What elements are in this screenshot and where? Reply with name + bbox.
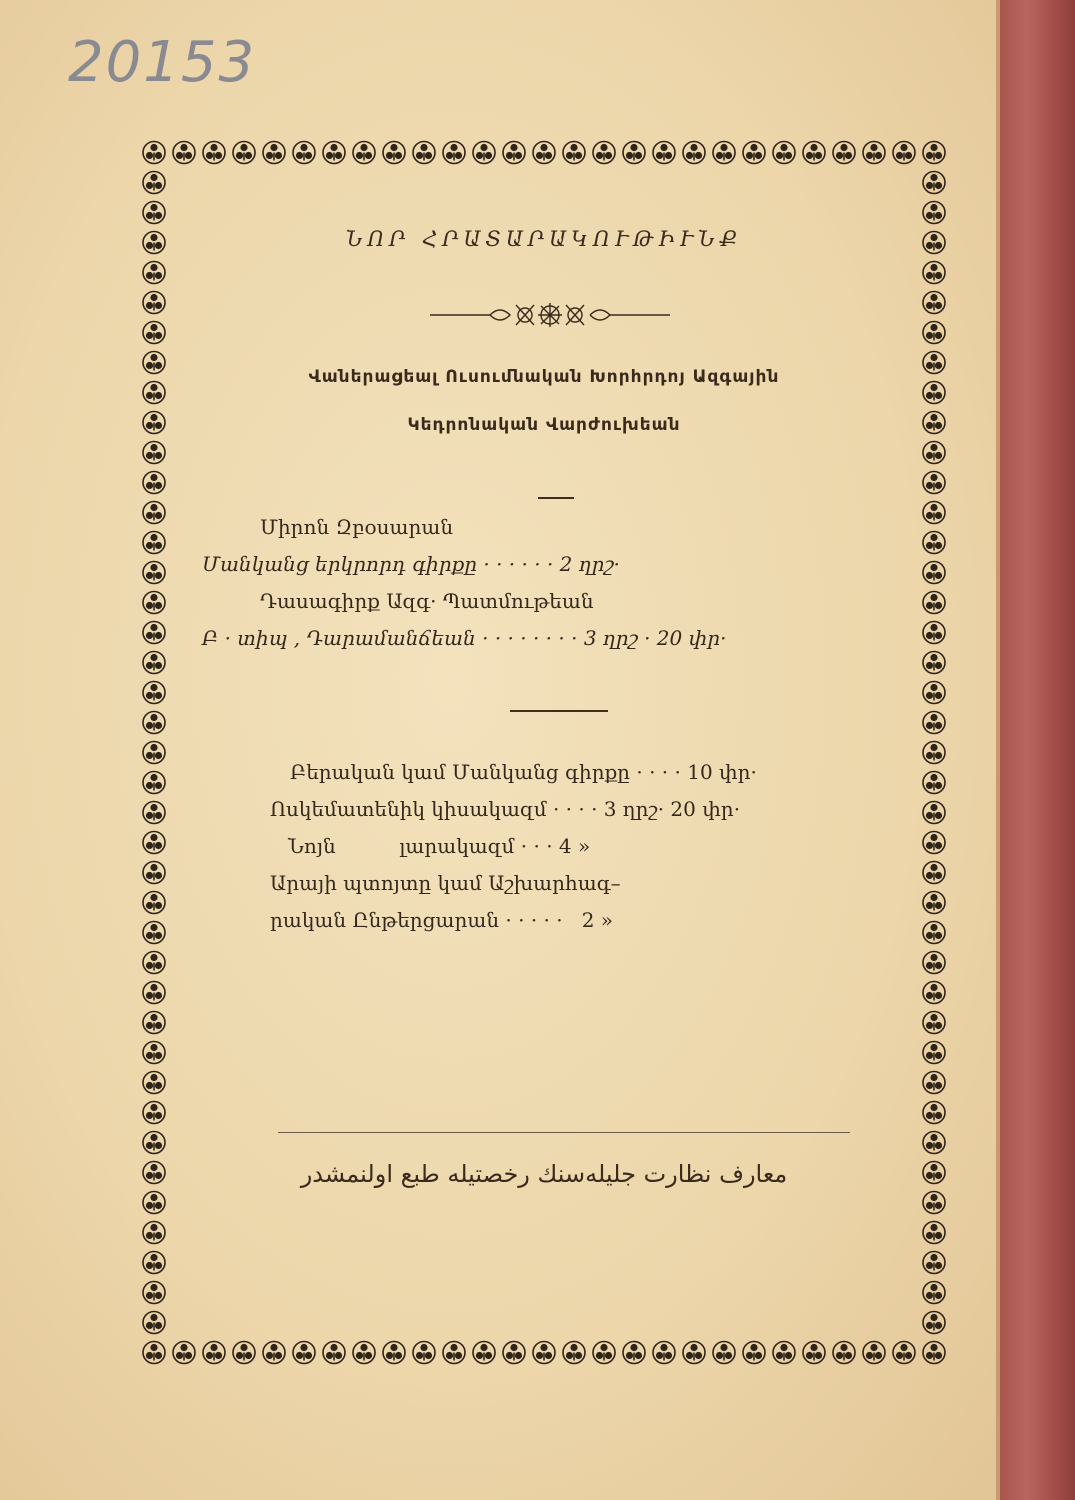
book-6-line-1: Արայի պտոյտը կամ Աշխարհագ–	[270, 871, 621, 895]
book-4: Ոսկեմատենիկ կիսակազմ · · · · 3 ղրշ· 20 փր·	[270, 797, 741, 821]
title-ornament	[420, 295, 680, 335]
institution-line-1: Վաներացեալ Ուսումնական Խորհրդոյ Ազգային	[308, 367, 780, 387]
book-1-detail: Մանկանց երկրորդ գիրքը · · · · · · 2 ղրշ·	[202, 552, 620, 576]
book-2-detail: Բ · տիպ , Դարամանճեան · · · · · · · · 3 ղրշ · 20 փր·	[202, 626, 727, 650]
institution-line-2: Կեդրոնական Վարժուխեան	[407, 415, 681, 435]
ottoman-permit-text: معارف نظارت جليله‌سنك رخصتيله طبع اولنمشدر	[300, 1160, 788, 1188]
divider-short	[538, 497, 574, 499]
book-5: Նոյն լարակազմ · · · 4 »	[288, 834, 591, 858]
book-1-title: Միրոն Զբօսարան	[260, 515, 454, 539]
page-title: ՆՈՐ ՀՐԱՏԱՐԱԿՈՒԹԻՒՆՔ	[345, 227, 743, 251]
divider-medium	[510, 710, 608, 712]
cover-content	[138, 135, 950, 1370]
book-2-title: Դասագիրք Ազգ· Պատմութեան	[260, 589, 594, 613]
handwritten-catalog-number: 20153	[68, 30, 257, 95]
book-3: Բերական կամ Մանկանց գիրքը · · · · 10 փր·	[290, 760, 757, 784]
book-spine	[1000, 0, 1075, 1500]
divider-long	[278, 1132, 850, 1133]
book-6-line-2: րական Ընթերցարան · · · · · 2 »	[270, 908, 614, 932]
